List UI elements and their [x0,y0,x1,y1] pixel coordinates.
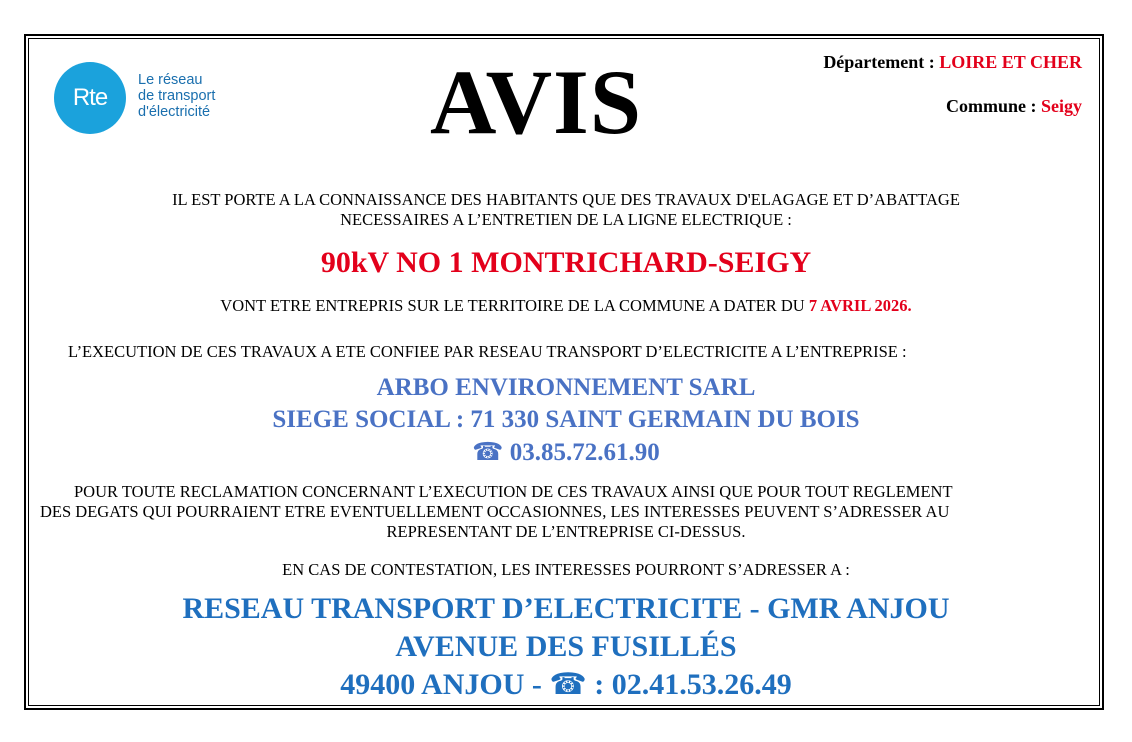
company-name: ARBO ENVIRONNEMENT SARL [376,374,756,401]
logo-line-1: Le réseau [138,72,203,88]
intro-line-2: NECESSAIRES A L’ENTRETIEN DE LA LIGNE ELECTRIQUE : [340,210,792,229]
commune-value: Seigy [1040,96,1082,116]
company-phone: 03.85.72.61.90 [509,439,660,466]
line-name: 90kV NO 1 MONTRICHARD-SEIGY [320,246,812,279]
start-text: VONT ETRE ENTREPRIS SUR LE TERRITOIRE DE LA COMMUNE A DATER DU [220,296,809,315]
commune-label: Commune : [945,96,1041,116]
departement-value: LOIRE ET CHER [939,52,1082,72]
commune [946,96,1082,117]
start-date: 7 AVRIL 2026. [808,296,912,315]
rte-phone: : 02.41.53.26.49 [586,668,792,701]
departement-label: Département : [823,52,940,72]
reclamation-line-2: DES DEGATS QUI POURRAIENT ETRE EVENTUELLEMENT OCCASIONNES, LES INTERESSES PEUVENT S’ADRESSER AU [40,502,950,521]
rte-logo-mark: Rte [54,62,126,134]
rte-contact-line-1: RESEAU TRANSPORT D’ELECTRICITE - GMR ANJOU [182,592,950,625]
intro-line-1: IL EST PORTE A LA CONNAISSANCE DES HABITANTS QUE DES TRAVAUX D'ELAGAGE ET D’ABATTAGE [172,190,960,209]
rte-postal: 49400 ANJOU - [340,668,550,701]
logo-line-3: d'électricité [138,104,211,120]
rte-contact-line-3 [30,667,1102,702]
departement [823,52,1082,73]
rte-contact-line-2: AVENUE DES FUSILLÉS [395,630,737,663]
phone-icon: ☎ [472,437,504,466]
rte-logo-text [138,72,215,120]
company-phone-line [30,437,1102,467]
reclamation-line-3: REPRESENTANT DE L’ENTREPRISE CI-DESSUS. [386,522,746,541]
notice-title: AVIS [430,51,642,153]
execution-text: L’EXECUTION DE CES TRAVAUX A ETE CONFIEE PAR RESEAU TRANSPORT D’ELECTRICITE A L’ENTREPRISE : [68,342,907,361]
reclamation-line-1: POUR TOUTE RECLAMATION CONCERNANT L’EXECUTION DE CES TRAVAUX AINSI QUE POUR TOUT REGLEMENT [74,482,953,501]
company-address: SIEGE SOCIAL : 71 330 SAINT GERMAIN DU BOIS [272,406,860,433]
start-date-line [30,296,1102,316]
contestation-text: EN CAS DE CONTESTATION, LES INTERESSES POURRONT S’ADRESSER A : [282,560,850,579]
phone-icon: ☎ [549,667,587,702]
logo-line-2: de transport [138,88,216,104]
